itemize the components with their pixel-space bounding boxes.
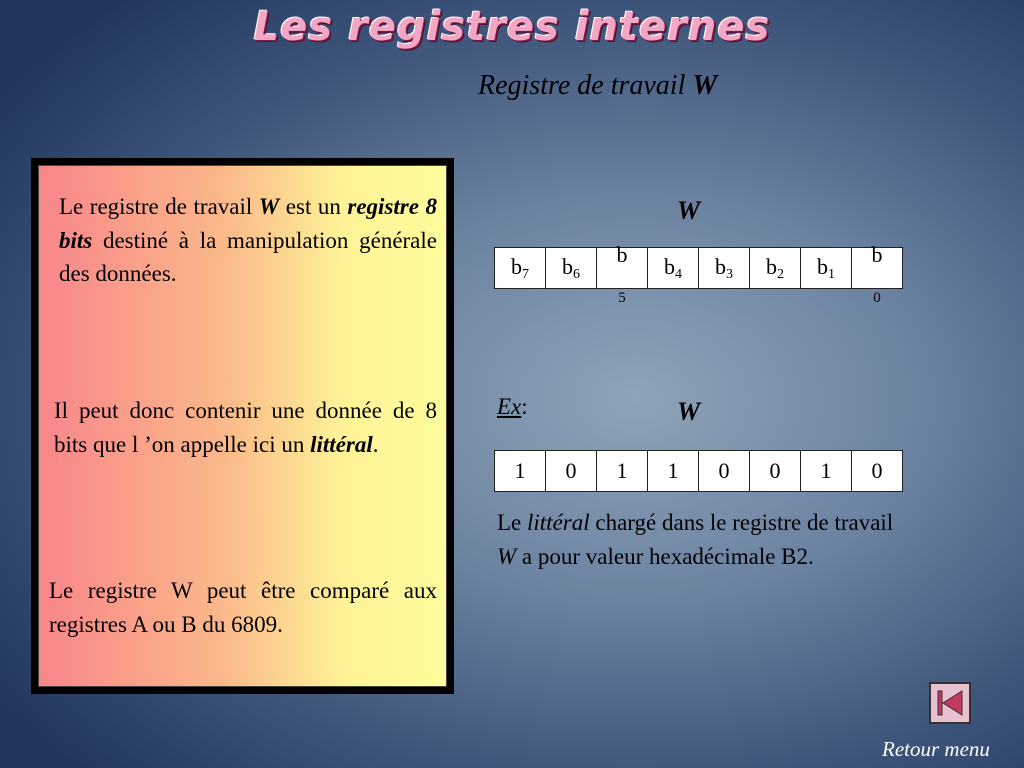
emphasis-8-bits: registre 8 bits: [59, 194, 437, 253]
description-panel-inner: [38, 165, 447, 687]
italic-litteral: littéral: [527, 510, 590, 535]
bit-cell: b 5: [597, 248, 648, 289]
value-cell: 0: [750, 451, 801, 492]
back-to-start-button[interactable]: [929, 682, 971, 724]
example-prefix: Ex: [497, 394, 522, 419]
paragraph-literal: [54, 394, 437, 461]
bit-cell: $b_6$: [546, 248, 597, 289]
paragraph-comparison: Le registre W peut être comparé aux registres A ou B du 6809.: [49, 578, 437, 637]
paragraph-definition: [59, 190, 437, 291]
bit-cell: $b_7$: [495, 248, 546, 289]
page-title: Les registres internes: [253, 4, 771, 50]
description-panel: [31, 158, 454, 694]
bit-cell: $b_2$: [750, 248, 801, 289]
text-fragment: chargé dans le registre de travail: [589, 510, 894, 535]
value-cell: 1: [801, 451, 852, 492]
value-cell: 0: [699, 451, 750, 492]
example-label: [497, 394, 528, 420]
register-bits-table: [494, 242, 903, 306]
bit-cell: $b_1$: [801, 248, 852, 289]
text-fragment: est un: [279, 194, 348, 219]
retour-menu-link[interactable]: Retour menu: [882, 737, 990, 761]
bit-cell: b 0: [852, 248, 903, 289]
value-cell: 1: [597, 451, 648, 492]
text-fragment: Le registre de travail: [59, 194, 259, 219]
bit-cell: $b_3$: [699, 248, 750, 289]
example-suffix: :: [521, 394, 528, 419]
example-register-label: W: [677, 397, 701, 426]
subtitle-register: W: [692, 70, 718, 101]
skip-back-icon: [931, 684, 969, 722]
example-description: [497, 506, 897, 574]
emphasis-litteral: littéral: [310, 431, 373, 457]
value-cell: 1: [495, 451, 546, 492]
text-fragment: Le: [497, 510, 528, 535]
value-cell: 1: [648, 451, 699, 492]
text-fragment: destiné à la manipulation générale des données.: [59, 227, 437, 286]
register-label: W: [677, 196, 701, 225]
value-cell: 0: [852, 451, 903, 492]
value-cell: 0: [546, 451, 597, 492]
subtitle-text: Registre de travail: [478, 70, 693, 101]
italic-w: W: [497, 544, 517, 569]
page-subtitle: [478, 70, 717, 102]
text-fragment: a pour valeur hexadécimale B2.: [516, 544, 814, 569]
example-values-table: [494, 450, 903, 492]
text-fragment: Il peut donc contenir une donnée de 8 bits que l ’on appelle ici un: [54, 398, 437, 457]
bit-cell: $b_4$: [648, 248, 699, 289]
text-fragment: .: [372, 431, 379, 457]
emphasis-w: W: [258, 194, 280, 219]
